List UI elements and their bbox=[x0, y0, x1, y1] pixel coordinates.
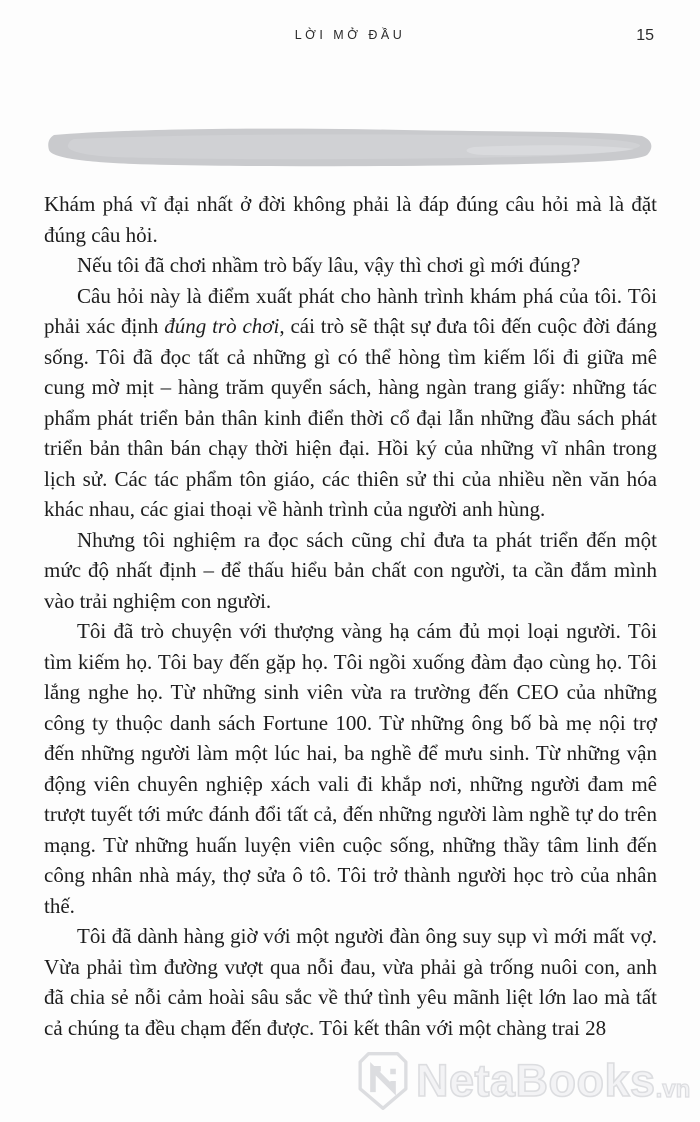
paragraph bbox=[44, 189, 657, 250]
running-header bbox=[0, 28, 700, 50]
paragraph-text: Nhưng tôi nghiệm ra đọc sách cũng chỉ đưa ta phát triển đến một mức độ nhất định – để thấu hiểu bản chất con người, ta cần đắm mình vào trải nghiệm con người. bbox=[44, 527, 657, 613]
paragraph-text: Khám phá vĩ đại nhất ở đời không phải là đáp đúng câu hỏi mà là đặt đúng câu hỏi. bbox=[44, 192, 657, 247]
paragraph bbox=[44, 616, 657, 921]
brush-stroke-image bbox=[44, 123, 657, 169]
watermark bbox=[358, 1052, 690, 1110]
paragraph-text: Tôi đã trò chuyện với thượng vàng hạ cám đủ mọi loại người. Tôi tìm kiếm họ. Tôi bay đến gặp họ. Tôi ngồi xuống đàm đạo cùng họ. Tôi lắng nghe họ. Từ những sinh viên vừa ra trường đến CEO của những công ty thuộc danh sách Fortune 100. Từ những ông bố bà mẹ nội trợ đến những người làm một lúc hai, ba nghề để mưu sinh. Từ những vận động viên chuyên nghiệp xách vali đi khắp nơi, những người đam mê trượt tuyết tới mức đánh đổi tất cả, đến những người làm nghề tự do trên mạng. Từ những huấn luyện viên cuộc sống, những thầy tâm linh đến công nhân nhà máy, thợ sửa ô tô. Tôi trở thành người học trò của nhân thế. bbox=[44, 619, 657, 918]
body-text bbox=[44, 189, 657, 1043]
watermark-brand-text: NetaBooks bbox=[416, 1055, 656, 1106]
paragraph-text: Tôi đã dành hàng giờ với một người đàn ông suy sụp vì mới mất vợ. Vừa phải tìm đường vượt qua nỗi đau, vừa phải gà trống nuôi con, anh đã chia sẻ nỗi cảm hoài sâu sắc về thứ tình yêu mãnh liệt lớn lao mà tất cả chúng ta đều chạm đến được. Tôi kết thân với một chàng trai 28 bbox=[44, 924, 657, 1040]
italic-phrase: đúng trò chơi bbox=[164, 314, 280, 338]
page-number: 15 bbox=[636, 27, 654, 44]
netabooks-logo-icon bbox=[358, 1052, 408, 1110]
paragraph bbox=[44, 525, 657, 617]
paragraph-text: Câu hỏi này là điểm xuất phát cho hành trình khám phá của tôi. Tôi phải xác định bbox=[44, 283, 657, 338]
paragraph-text: , cái trò sẽ thật sự đưa tôi đến cuộc đời đáng sống. Tôi đã đọc tất cả những gì có thể hòng tìm kiếm lối đi giữa mê cung mờ mịt – hàng trăm quyển sách, hàng ngàn trang giấy: những tác phẩm phát triển bản thân kinh điển thời cổ đại lẫn những đầu sách phát triển bản thân bán chạy thời hiện đại. Hồi ký của những vĩ nhân trong lịch sử. Các tác phẩm tôn giáo, các thiên sử thi của nhiều nền văn hóa khác nhau, các giai thoại về hành trình của người anh hùng. bbox=[44, 314, 657, 521]
paragraph bbox=[44, 921, 657, 1043]
paragraph bbox=[44, 281, 657, 525]
brush-stroke-divider bbox=[44, 123, 657, 169]
chapter-title: LỜI MỞ ĐẦU bbox=[294, 28, 406, 42]
watermark-tld-text: .vn bbox=[655, 1076, 691, 1103]
paragraph-text: Nếu tôi đã chơi nhầm trò bấy lâu, vậy thì chơi gì mới đúng? bbox=[77, 253, 581, 277]
paragraph bbox=[44, 250, 657, 281]
